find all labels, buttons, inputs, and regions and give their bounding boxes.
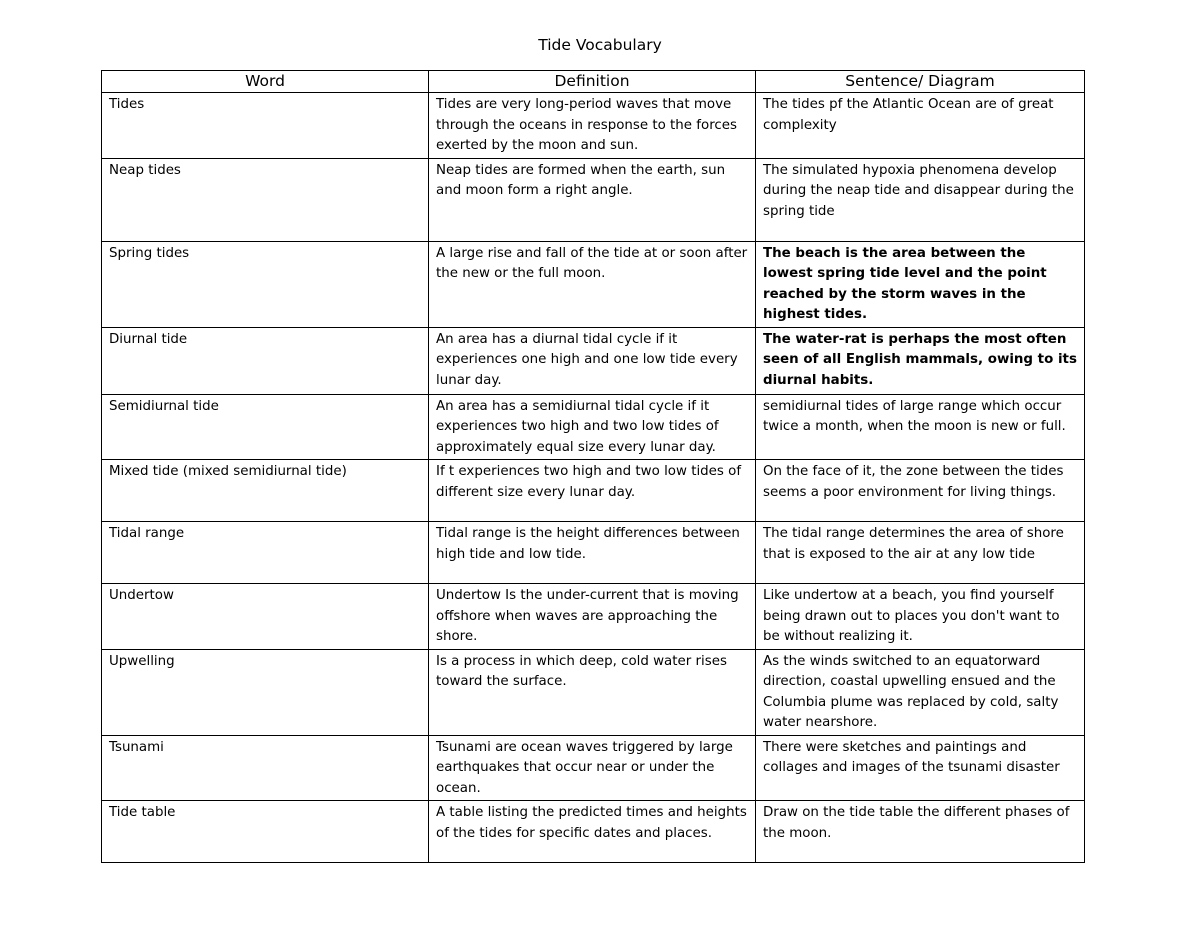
word-cell: Neap tides: [102, 158, 429, 241]
sentence-cell: Draw on the tide table the different phases of the moon.: [756, 801, 1085, 863]
sentence-cell: semidiurnal tides of large range which occur twice a month, when the moon is new or full.: [756, 394, 1085, 460]
definition-cell: Tides are very long-period waves that move through the oceans in response to the forces exerted by the moon and sun.: [429, 93, 756, 159]
sentence-cell: Like undertow at a beach, you find yourself being drawn out to places you don't want to be without realizing it.: [756, 584, 1085, 650]
column-header-definition: Definition: [429, 71, 756, 93]
definition-cell: A table listing the predicted times and heights of the tides for specific dates and places.: [429, 801, 756, 863]
sentence-cell: The tidal range determines the area of shore that is exposed to the air at any low tide: [756, 522, 1085, 584]
sentence-cell: The simulated hypoxia phenomena develop during the neap tide and disappear during the spring tide: [756, 158, 1085, 241]
table-header-row: [102, 71, 1085, 93]
word-cell: Semidiurnal tide: [102, 394, 429, 460]
word-cell: Tide table: [102, 801, 429, 863]
sentence-cell: There were sketches and paintings and collages and images of the tsunami disaster: [756, 735, 1085, 801]
definition-cell: An area has a semidiurnal tidal cycle if it experiences two high and two low tides of approximately equal size every lunar day.: [429, 394, 756, 460]
definition-cell: Tidal range is the height differences between high tide and low tide.: [429, 522, 756, 584]
table-row: [102, 460, 1085, 522]
table-row: [102, 327, 1085, 394]
table-row: [102, 649, 1085, 735]
word-cell: Tsunami: [102, 735, 429, 801]
word-cell: Tidal range: [102, 522, 429, 584]
table-row: [102, 394, 1085, 460]
word-cell: Undertow: [102, 584, 429, 650]
word-cell: Spring tides: [102, 241, 429, 327]
sentence-cell: The tides pf the Atlantic Ocean are of great complexity: [756, 93, 1085, 159]
table-row: [102, 801, 1085, 863]
table-row: [102, 241, 1085, 327]
table-row: [102, 584, 1085, 650]
table-row: [102, 735, 1085, 801]
definition-cell: Neap tides are formed when the earth, sun and moon form a right angle.: [429, 158, 756, 241]
sentence-cell: As the winds switched to an equatorward direction, coastal upwelling ensued and the Columbia plume was replaced by cold, salty water nearshore.: [756, 649, 1085, 735]
table-row: [102, 522, 1085, 584]
definition-cell: Tsunami are ocean waves triggered by large earthquakes that occur near or under the ocean.: [429, 735, 756, 801]
definition-cell: An area has a diurnal tidal cycle if it experiences one high and one low tide every lunar day.: [429, 327, 756, 394]
definition-cell: If t experiences two high and two low tides of different size every lunar day.: [429, 460, 756, 522]
sentence-cell: The water-rat is perhaps the most often seen of all English mammals, owing to its diurnal habits.: [756, 327, 1085, 394]
definition-cell: Is a process in which deep, cold water rises toward the surface.: [429, 649, 756, 735]
vocabulary-table: [101, 70, 1085, 863]
column-header-sentence: Sentence/ Diagram: [756, 71, 1085, 93]
definition-cell: A large rise and fall of the tide at or soon after the new or the full moon.: [429, 241, 756, 327]
word-cell: Diurnal tide: [102, 327, 429, 394]
definition-cell: Undertow Is the under-current that is moving offshore when waves are approaching the shore.: [429, 584, 756, 650]
sentence-cell: The beach is the area between the lowest spring tide level and the point reached by the storm waves in the highest tides.: [756, 241, 1085, 327]
document-title: Tide Vocabulary: [538, 36, 662, 54]
table-row: [102, 158, 1085, 241]
word-cell: Mixed tide (mixed semidiurnal tide): [102, 460, 429, 522]
word-cell: Tides: [102, 93, 429, 159]
column-header-word: Word: [102, 71, 429, 93]
word-cell: Upwelling: [102, 649, 429, 735]
table-row: [102, 93, 1085, 159]
sentence-cell: On the face of it, the zone between the tides seems a poor environment for living things.: [756, 460, 1085, 522]
